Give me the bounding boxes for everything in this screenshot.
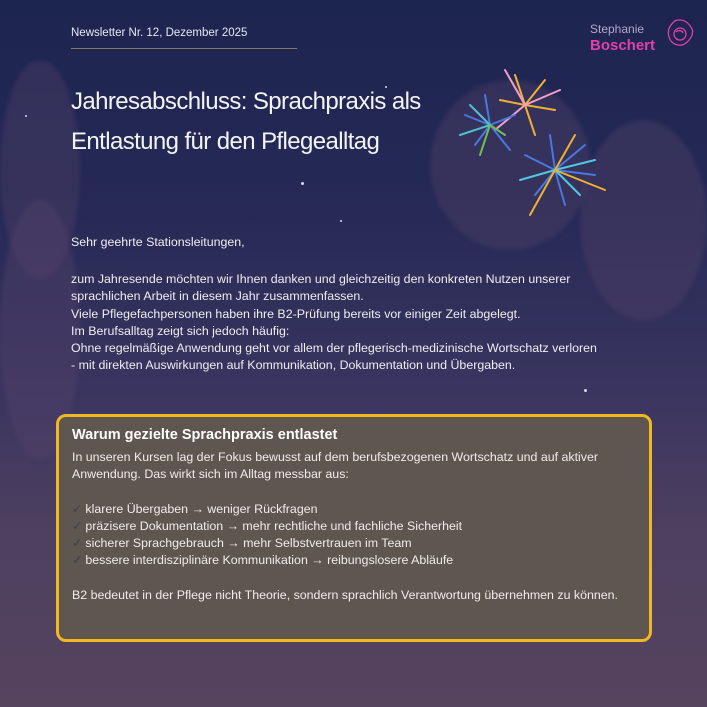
star bbox=[584, 389, 587, 392]
check-icon: ✓ bbox=[72, 518, 83, 533]
page-title bbox=[71, 82, 431, 162]
star bbox=[301, 182, 304, 185]
divider bbox=[71, 48, 297, 49]
body-line: zum Jahresende möchten wir Ihnen danken und gleichzeitig den konkreten Nutzen unserer bbox=[71, 272, 571, 286]
newsletter-issue: Newsletter Nr. 12, Dezember 2025 bbox=[71, 27, 248, 39]
body-line: - mit direkten Auswirkungen auf Kommunikation, Dokumentation und Übergaben. bbox=[71, 358, 516, 373]
callout-closing: B2 bedeutet in der Pflege nicht Theorie, sondern sprachlich Verantwortung übernehmen zu können. bbox=[72, 587, 619, 602]
title-line-2: Entlastung für den Pflegealltag bbox=[71, 128, 380, 155]
star bbox=[340, 220, 342, 222]
star bbox=[25, 115, 27, 117]
list-item-text: bessere interdisziplinäre Kommunikation → reibungslosere Abläufe bbox=[85, 553, 454, 568]
benefits-callout bbox=[56, 414, 652, 642]
callout-heading: Warum gezielte Sprachpraxis entlastet bbox=[72, 427, 338, 443]
greeting: Sehr geehrte Stationsleitungen, bbox=[71, 235, 245, 249]
list-item bbox=[72, 501, 636, 518]
fireworks-illustration bbox=[435, 55, 635, 235]
list-item bbox=[72, 535, 636, 552]
rose-icon bbox=[662, 16, 698, 52]
list-item-text: sicherer Sprachgebrauch → mehr Selbstvertrauen im Team bbox=[85, 536, 412, 551]
check-icon: ✓ bbox=[72, 553, 83, 568]
list-item-text: präzisere Dokumentation → mehr rechtliche und fachliche Sicherheit bbox=[85, 518, 463, 533]
list-item bbox=[72, 552, 636, 569]
list-item bbox=[72, 518, 636, 535]
logo bbox=[588, 16, 698, 60]
logo-first-name: Stephanie bbox=[590, 22, 645, 36]
check-icon: ✓ bbox=[72, 501, 83, 516]
body-line: Im Berufsalltag zeigt sich jedoch häufig: bbox=[71, 323, 290, 338]
intro-paragraph bbox=[71, 271, 651, 375]
logo-last-name: Boschert bbox=[590, 37, 656, 54]
body-line: Ohne regelmäßige Anwendung geht vor allem der pflegerisch-medizinische Wortschatz verloren bbox=[71, 341, 597, 356]
title-line-1: Jahresabschluss: Sprachpraxis als bbox=[71, 88, 421, 115]
callout-intro: In unseren Kursen lag der Fokus bewusst auf dem berufsbezogenen Wortschatz und auf aktiver Anwendung. Das wirkt sich im Alltag messbar aus: bbox=[72, 450, 598, 482]
list-item-text: klarere Übergaben → weniger Rückfragen bbox=[85, 501, 318, 516]
check-icon: ✓ bbox=[72, 536, 83, 551]
benefits-list bbox=[72, 501, 636, 570]
body-line: sprachlichen Arbeit in diesem Jahr zusammenfassen. bbox=[71, 289, 364, 304]
body-line: Viele Pflegefachpersonen haben ihre B2-Prüfung bereits vor einiger Zeit abgelegt. bbox=[71, 306, 521, 321]
